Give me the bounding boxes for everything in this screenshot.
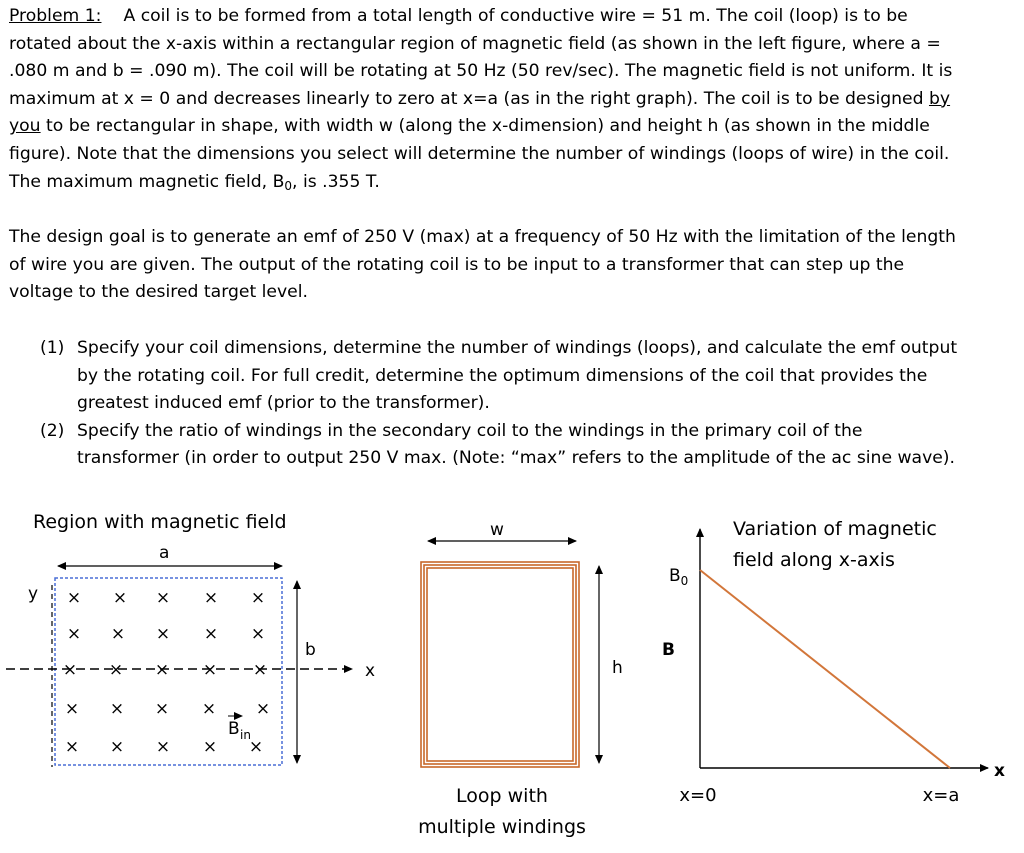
coil-winding [424, 565, 576, 764]
field-cross: × [108, 660, 124, 680]
goal-line-2: of wire you are given. The output of the rotating coil is to be input to a transformer that can step up the [9, 254, 905, 275]
field-cross: × [66, 624, 82, 644]
field-cross: × [154, 699, 170, 719]
coil-loop-figure [418, 520, 623, 838]
field-cross: × [64, 699, 80, 719]
goal-line-1: The design goal is to generate an emf of 250 V (max) at a frequency of 50 Hz with the limitation of the length [9, 227, 956, 247]
field-cross: × [255, 699, 271, 719]
field-cross: × [109, 737, 125, 757]
y-axis-label: y [28, 584, 39, 604]
coil-winding [427, 568, 573, 761]
problem-label: Problem 1: [9, 6, 102, 26]
underlined-by: by [928, 88, 951, 109]
graph-title-line-2: field along x-axis [733, 549, 895, 571]
field-cross: × [64, 737, 80, 757]
xa-label: x=a [922, 785, 960, 806]
svg-text:in: in [240, 728, 251, 742]
field-cross: × [154, 660, 170, 680]
field-variation-graph [662, 518, 1005, 806]
b-axis-label: B [662, 640, 675, 660]
field-cross: × [155, 588, 171, 608]
design-goal [9, 224, 1015, 307]
left-figure-title: Region with magnetic field [33, 511, 287, 533]
w-label: w [490, 520, 504, 540]
magnetic-field-region-figure [6, 511, 375, 767]
field-cross: × [112, 588, 128, 608]
field-cross: × [155, 737, 171, 757]
h-label: h [612, 658, 623, 678]
x-axis-label: x [365, 661, 376, 681]
problem-line-6: figure). Note that the dimensions you select will determine the number of windings (loops of wire) in the coil. [9, 143, 950, 164]
a-label: a [159, 543, 170, 563]
field-cross: × [66, 588, 82, 608]
field-cross: × [250, 588, 266, 608]
field-cross: × [202, 737, 218, 757]
field-cross: × [203, 588, 219, 608]
problem-line-1: Problem 1: A coil is to be formed from a total length of conductive wire = 51 m. The coil (loop) is to be [9, 6, 908, 26]
problem-line-4: maximum at x = 0 and decreases linearly to zero at x=a (as in the right graph). The coil is to be designed by [9, 88, 951, 109]
task-number: (2) [40, 420, 65, 441]
b-in-vector-label [228, 716, 251, 742]
field-cross: × [203, 624, 219, 644]
field-cross: × [248, 737, 264, 757]
coil-winding [421, 562, 579, 767]
problem-line-7: The maximum magnetic field, $B_0$, is .355 T. [9, 171, 380, 193]
field-cross: × [62, 660, 78, 680]
problem-line-5: you to be rectangular in shape, with width w (along the x-dimension) and height h (as shown in the middle [9, 116, 930, 137]
task-item-1: (1) Specify your coil dimensions, determine the number of windings (loops), and calculate the emf output by the rotating coil. For full credit, determine the optimum dimensions of the coil that provides the greatest induced emf (prior to the transformer). [40, 335, 1020, 418]
field-cross: × [202, 660, 218, 680]
task-number: (1) [40, 338, 65, 358]
x0-label: x=0 [679, 785, 717, 806]
problem-line-3: .080 m and b = .090 m). The coil will be rotating at 50 Hz (50 rev/sec). The magnetic field is not uniform. It is [9, 61, 953, 82]
field-cross: × [110, 624, 126, 644]
svg-text:B: B [228, 719, 240, 739]
graph-title-line-1: Variation of magnetic [733, 518, 937, 540]
problem-statement [9, 3, 1015, 200]
field-cross: × [252, 660, 268, 680]
field-cross: × [109, 699, 125, 719]
b0-label: $B_0$ [669, 566, 689, 588]
field-cross: × [155, 624, 171, 644]
b-label: b [305, 640, 316, 660]
task-item-2: (2) Specify the ratio of windings in the secondary coil to the windings in the primary coil of the transformer (in order to output 250 V max. (Note: “max” refers to the amplitude of the ac sine wave). [40, 418, 1020, 473]
graph-x-axis-label: x [994, 761, 1005, 781]
underlined-you: you [9, 116, 41, 137]
coil-caption-line-1: Loop with [456, 785, 548, 807]
coil-caption-line-2: multiple windings [418, 816, 586, 838]
figures [0, 495, 1024, 853]
goal-line-3: voltage to the desired target level. [9, 282, 308, 303]
field-cross: × [250, 624, 266, 644]
task-list [40, 335, 1020, 473]
field-decrease-line [700, 570, 950, 768]
problem-line-2: rotated about the x-axis within a rectangular region of magnetic field (as shown in the left figure, where a = [9, 33, 941, 54]
field-cross: × [201, 699, 217, 719]
